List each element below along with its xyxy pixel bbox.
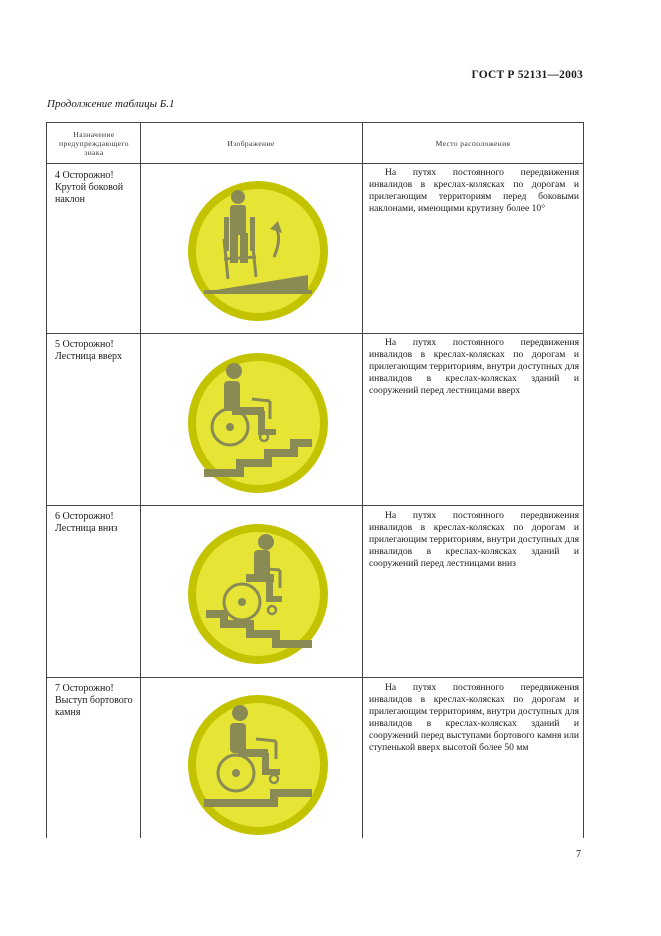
sign-name: 5 Осторожно! Лестница вверх (55, 339, 123, 362)
row-divider (47, 505, 583, 506)
standard-number: ГОСТ Р 52131—2003 (471, 69, 583, 81)
sign-location: На путях постоянного передвижения инвалидов в креслах-колясках по дорогам и прилегающим территориям, внутри доступных для инвалидов в креслах-колясках зданий и сооружений перед лестницами вверх (369, 337, 579, 396)
page-number: 7 (576, 849, 581, 860)
row-divider (47, 677, 583, 678)
sign-location: На путях постоянного передвижения инвалидов в креслах-колясках по дорогам и прилегающим территориям, внутри доступных для инвалидов в креслах-колясках зданий и сооружений перед лестницами вниз (369, 510, 579, 569)
column-header-image: Изображение (227, 138, 275, 148)
column-header-location: Место расположения (435, 138, 511, 148)
sign-name: 7 Осторожно! Выступ бортового камня (55, 683, 133, 718)
column-divider (140, 123, 141, 838)
sign-location: На путях постоянного передвижения инвалидов в креслах-колясках по дорогам и прилегающим территориям, внутри доступных для инвалидов в креслах-колясках зданий и сооружений перед выступами бортового камня или ступенькой вверх высотой более 50 мм (369, 682, 579, 753)
curb-edge-sign-icon (186, 693, 330, 837)
warning-signs-table (46, 122, 584, 838)
sign-name: 6 Осторожно! Лестница вниз (55, 511, 118, 534)
table-caption: Продолжение таблицы Б.1 (47, 98, 175, 110)
sign-name: 4 Осторожно! Крутой боковой наклон (55, 170, 124, 205)
sign-location: На путях постоянного передвижения инвалидов в креслах-колясках по дорогам и прилегающим территориям перед боковыми наклонами, имеющими крутизну более 10° (369, 167, 579, 214)
stairs-down-sign-icon (186, 522, 330, 666)
row-divider (47, 333, 583, 334)
steep-side-slope-sign-icon (186, 179, 330, 323)
table-header (47, 123, 583, 164)
column-header-purpose: Назначение предупреждающего знака (59, 129, 129, 157)
stairs-up-sign-icon (186, 351, 330, 495)
column-divider (362, 123, 363, 838)
